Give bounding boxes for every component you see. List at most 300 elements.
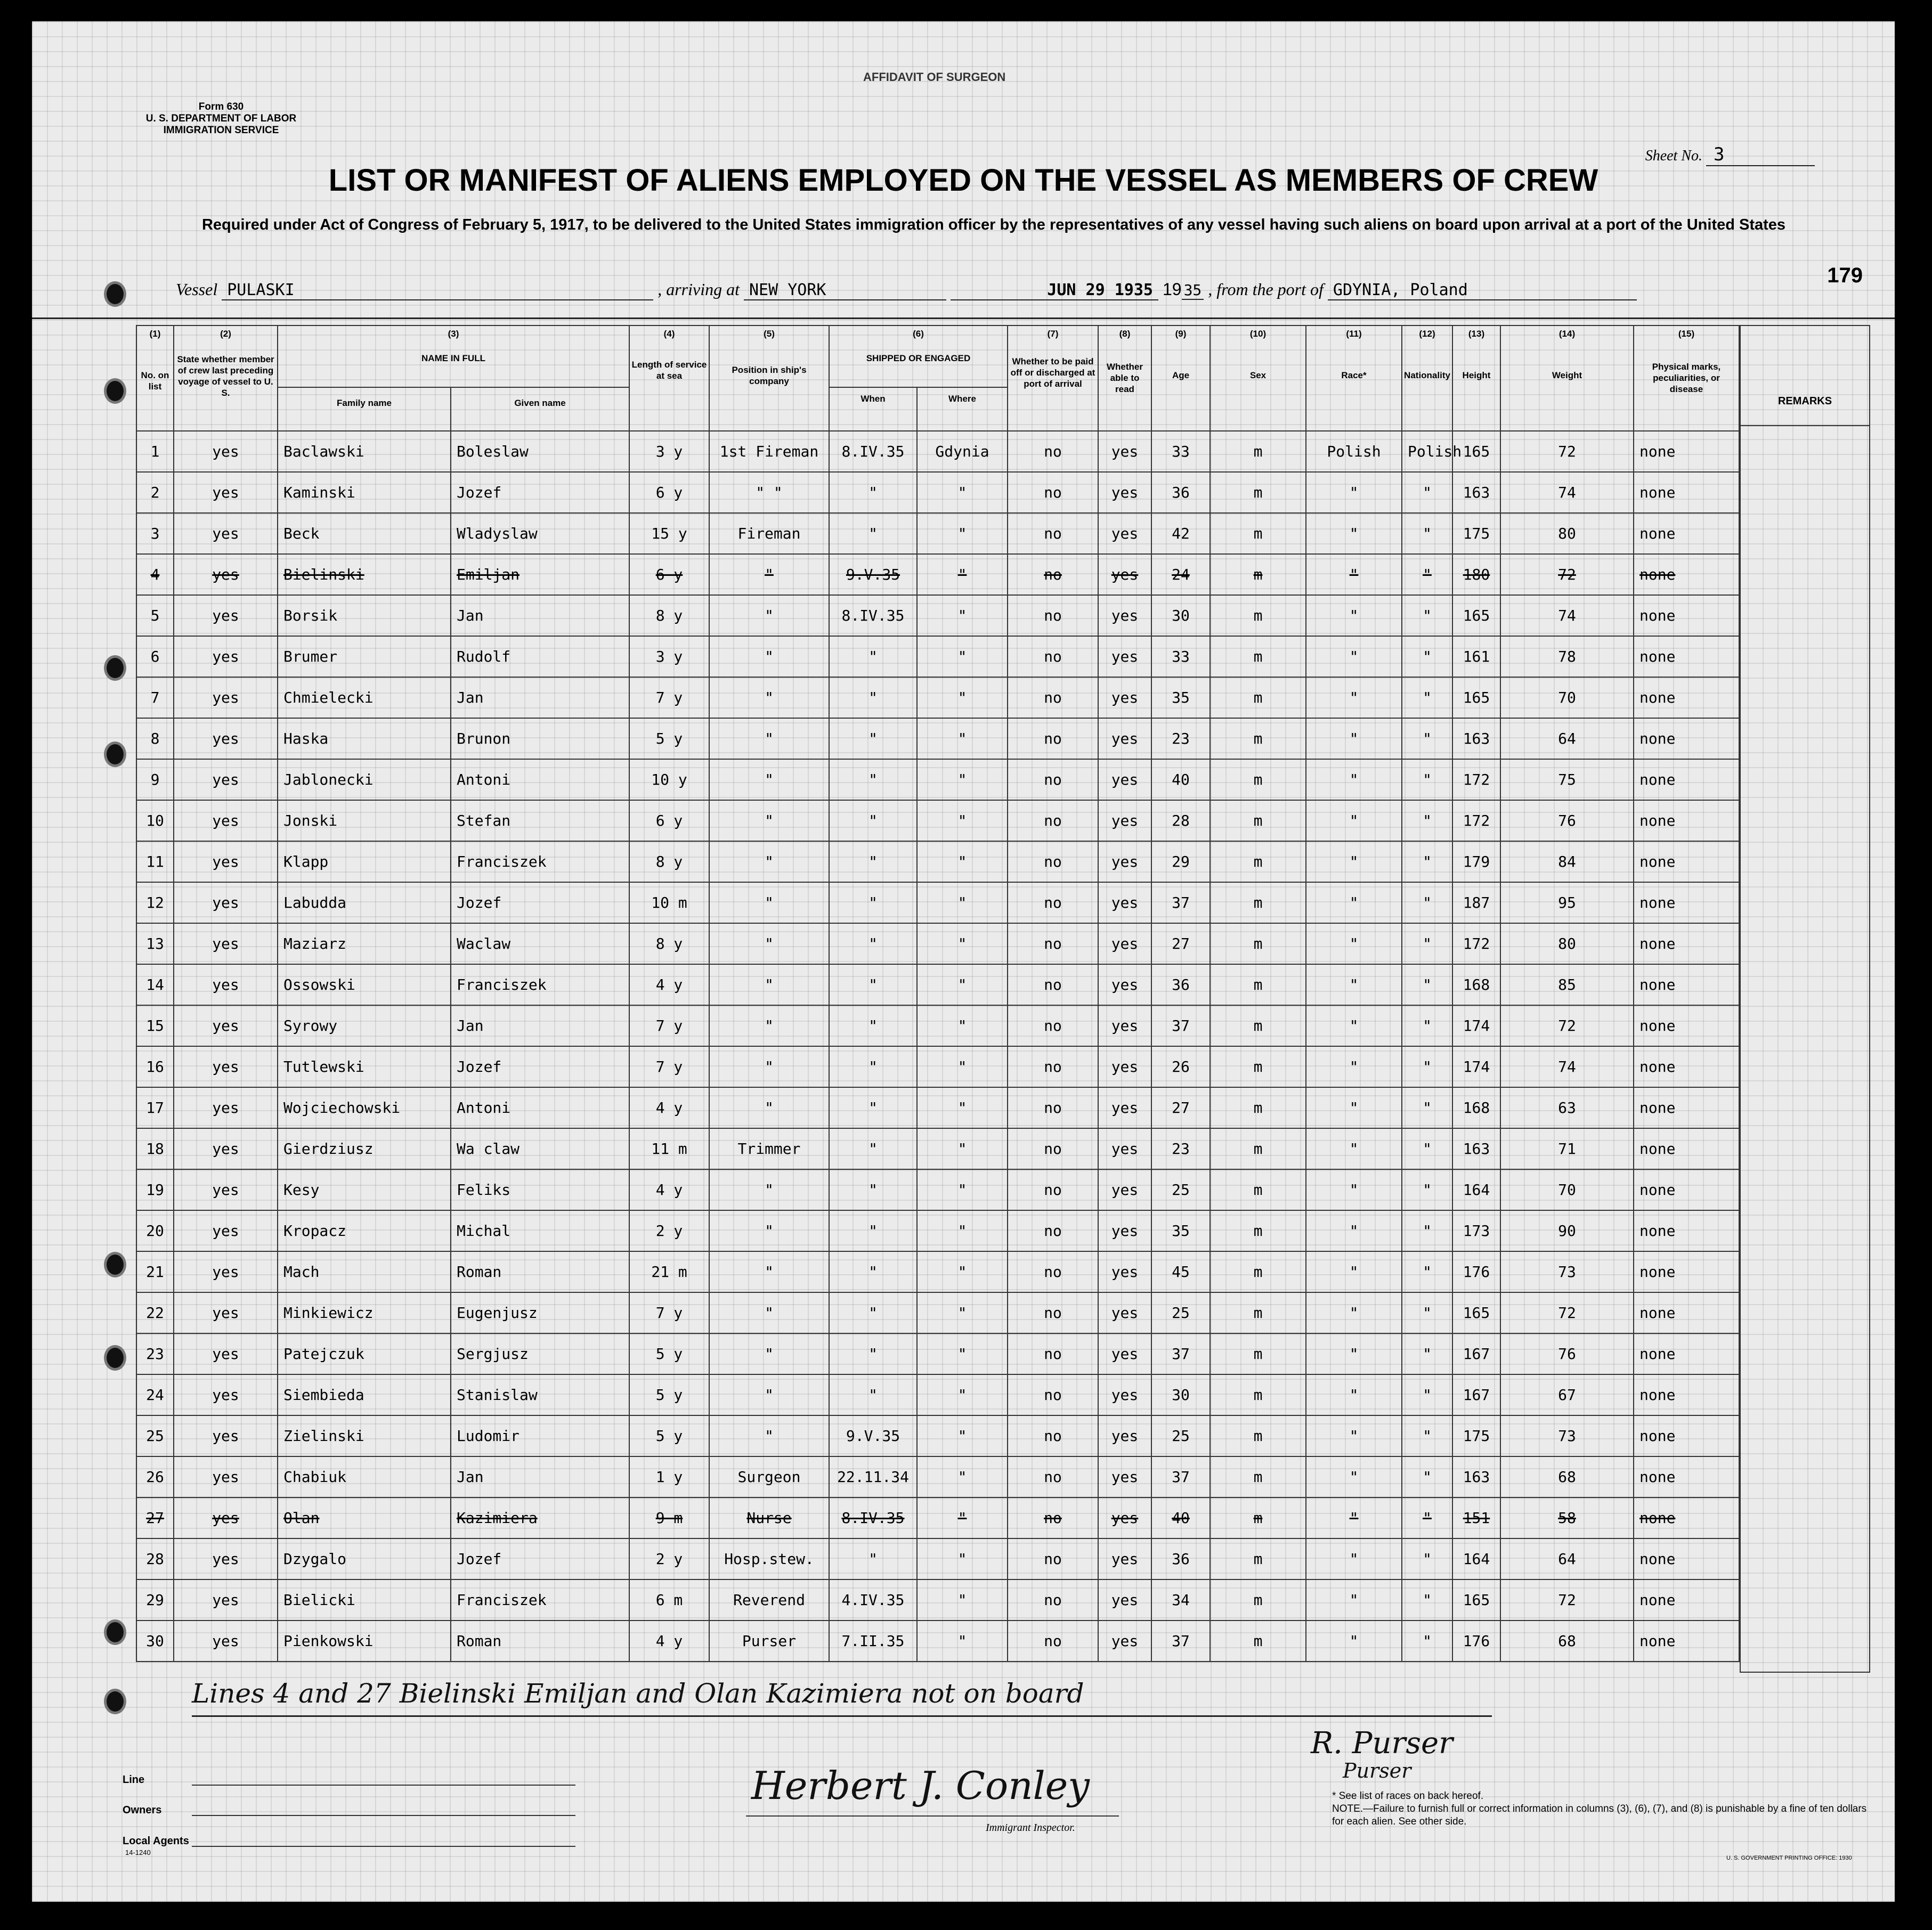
cell-given-name: Michal [451,1210,629,1251]
cell-race: " [1306,923,1402,964]
cell-last-voyage: yes [174,1456,278,1497]
cell-paid-off: no [1008,1046,1098,1087]
cell-given-name: Sergjusz [451,1333,629,1374]
cell-no-on-list: 13 [136,923,174,964]
cell-able-read: yes [1098,1374,1151,1415]
cell-position: " [709,636,829,677]
header-age: Age [1151,343,1210,431]
cell-weight: 68 [1500,1456,1634,1497]
cell-shipped-where: " [917,513,1008,554]
table-row [136,1210,1739,1251]
cell-shipped-when: " [829,1292,917,1333]
cell-height: 163 [1452,1128,1500,1169]
cell-age: 24 [1151,554,1210,595]
cell-race: " [1306,1005,1402,1046]
cell-age: 45 [1151,1251,1210,1292]
cell-position: Fireman [709,513,829,554]
cell-weight: 74 [1500,1046,1634,1087]
table-row [136,431,1739,472]
cell-age: 36 [1151,964,1210,1005]
cell-family-name: Chmielecki [278,677,451,718]
cell-no-on-list: 8 [136,718,174,759]
table-row [136,841,1739,882]
cell-age: 25 [1151,1169,1210,1210]
col-number: (6) [829,325,1008,343]
cell-given-name: Ludomir [451,1415,629,1456]
cell-height: 163 [1452,1456,1500,1497]
cell-no-on-list: 15 [136,1005,174,1046]
cell-physical-marks: none [1634,1620,1739,1662]
cell-sex: m [1210,595,1306,636]
cell-sex: m [1210,1374,1306,1415]
cell-paid-off: no [1008,1128,1098,1169]
cell-physical-marks: none [1634,1128,1739,1169]
table-row [136,554,1739,595]
cell-last-voyage: yes [174,923,278,964]
table-row [136,1046,1739,1087]
cell-last-voyage: yes [174,1169,278,1210]
col-number: (9) [1151,325,1210,343]
cell-race: " [1306,1087,1402,1128]
cell-physical-marks: none [1634,1210,1739,1251]
binder-hole-icon [104,1252,126,1277]
cell-paid-off: no [1008,595,1098,636]
cell-race: " [1306,1292,1402,1333]
header-nationality: Nationality [1402,343,1452,431]
cell-physical-marks: none [1634,1579,1739,1620]
cell-given-name: Antoni [451,1087,629,1128]
cell-nationality: " [1402,1005,1452,1046]
cell-position: Trimmer [709,1128,829,1169]
cell-length-service: 3 y [629,636,709,677]
cell-length-service: 10 m [629,882,709,923]
cell-position: " [709,964,829,1005]
cell-height: 165 [1452,1292,1500,1333]
cell-shipped-where: " [917,1087,1008,1128]
cell-able-read: yes [1098,1169,1151,1210]
cell-height: 175 [1452,1415,1500,1456]
cell-able-read: yes [1098,1292,1151,1333]
table-row [136,513,1739,554]
cell-position: " [709,1046,829,1087]
cell-age: 28 [1151,800,1210,841]
cell-height: 165 [1452,595,1500,636]
cell-length-service: 21 m [629,1251,709,1292]
cell-age: 36 [1151,1538,1210,1579]
cell-weight: 72 [1500,554,1634,595]
vessel-label: Vessel [176,280,218,299]
binder-hole-icon [104,281,126,307]
table-row [136,759,1739,800]
cell-able-read: yes [1098,554,1151,595]
cell-weight: 72 [1500,1005,1634,1046]
header-divider [32,317,1895,319]
cell-position: Reverend [709,1579,829,1620]
cell-given-name: Franciszek [451,1579,629,1620]
cell-paid-off: no [1008,718,1098,759]
cell-race: " [1306,800,1402,841]
cell-shipped-where: " [917,636,1008,677]
col-number: (14) [1500,325,1634,343]
cell-race: " [1306,718,1402,759]
cell-race: " [1306,1579,1402,1620]
cell-age: 40 [1151,759,1210,800]
col-number: (10) [1210,325,1306,343]
header-last-voyage: State whether member of crew last preceding voyage of vessel to U. S. [174,343,278,431]
cell-nationality: " [1402,513,1452,554]
cell-last-voyage: yes [174,1415,278,1456]
cell-age: 37 [1151,1456,1210,1497]
cell-sex: m [1210,1169,1306,1210]
cell-family-name: Chabiuk [278,1456,451,1497]
cell-sex: m [1210,718,1306,759]
cell-family-name: Bielicki [278,1579,451,1620]
cell-shipped-when: 8.IV.35 [829,1497,917,1538]
cell-paid-off: no [1008,1456,1098,1497]
binder-hole-icon [104,655,126,681]
cell-family-name: Haska [278,718,451,759]
cell-last-voyage: yes [174,1210,278,1251]
cell-position: " [709,1333,829,1374]
table-row [136,1251,1739,1292]
cell-length-service: 8 y [629,841,709,882]
cell-no-on-list: 1 [136,431,174,472]
col-number: (2) [174,325,278,343]
table-row [136,677,1739,718]
cell-weight: 76 [1500,800,1634,841]
cell-last-voyage: yes [174,841,278,882]
cell-shipped-when: " [829,1005,917,1046]
inspector-label: Immigrant Inspector. [986,1822,1075,1834]
cell-weight: 73 [1500,1251,1634,1292]
cell-paid-off: no [1008,431,1098,472]
cell-length-service: 5 y [629,1415,709,1456]
cell-length-service: 10 y [629,759,709,800]
cell-physical-marks: none [1634,1538,1739,1579]
service-name: IMMIGRATION SERVICE [163,125,279,136]
cell-no-on-list: 10 [136,800,174,841]
cell-last-voyage: yes [174,759,278,800]
cell-shipped-where: " [917,1620,1008,1662]
cell-family-name: Borsik [278,595,451,636]
cell-length-service: 6 m [629,1579,709,1620]
cell-height: 165 [1452,677,1500,718]
cell-race: " [1306,1497,1402,1538]
cell-nationality: Polish [1402,431,1452,472]
cell-weight: 74 [1500,595,1634,636]
cell-age: 33 [1151,431,1210,472]
cell-position: Purser [709,1620,829,1662]
sheet-number-value: 3 [1706,144,1815,166]
cell-age: 36 [1151,472,1210,513]
cell-nationality: " [1402,1497,1452,1538]
cell-shipped-where: " [917,1497,1008,1538]
cell-given-name: Jozef [451,472,629,513]
column-number-row [136,325,1739,343]
cell-able-read: yes [1098,964,1151,1005]
cell-position: " [709,677,829,718]
cell-last-voyage: yes [174,1251,278,1292]
cell-race: " [1306,1046,1402,1087]
cell-no-on-list: 2 [136,472,174,513]
cell-height: 173 [1452,1210,1500,1251]
cell-position: " [709,759,829,800]
cell-paid-off: no [1008,964,1098,1005]
table-row [136,1292,1739,1333]
cell-weight: 63 [1500,1087,1634,1128]
cell-age: 40 [1151,1497,1210,1538]
header-when: When [829,387,917,431]
cell-physical-marks: none [1634,923,1739,964]
cell-able-read: yes [1098,800,1151,841]
cell-sex: m [1210,1579,1306,1620]
page-number: 179 [1827,264,1863,287]
cell-physical-marks: none [1634,1333,1739,1374]
cell-weight: 76 [1500,1333,1634,1374]
cell-shipped-where: " [917,1579,1008,1620]
header-race: Race* [1306,343,1402,431]
cell-last-voyage: yes [174,595,278,636]
cell-shipped-when: 8.IV.35 [829,431,917,472]
cell-nationality: " [1402,800,1452,841]
header-sex: Sex [1210,343,1306,431]
local-agents-label: Local Agents [123,1835,189,1847]
table-row [136,1456,1739,1497]
cell-able-read: yes [1098,1087,1151,1128]
cell-shipped-where: " [917,472,1008,513]
col-number: (4) [629,325,709,343]
cell-given-name: Jan [451,677,629,718]
cell-position: " " [709,472,829,513]
header-height: Height [1452,343,1500,431]
cell-shipped-when: " [829,472,917,513]
cell-physical-marks: none [1634,964,1739,1005]
cell-physical-marks: none [1634,472,1739,513]
cell-given-name: Waclaw [451,923,629,964]
cell-last-voyage: yes [174,1046,278,1087]
cell-paid-off: no [1008,800,1098,841]
cell-nationality: " [1402,554,1452,595]
cell-family-name: Dzygalo [278,1538,451,1579]
cell-race: " [1306,1333,1402,1374]
cell-age: 30 [1151,595,1210,636]
cell-sex: m [1210,636,1306,677]
cell-length-service: 6 y [629,800,709,841]
cell-height: 168 [1452,1087,1500,1128]
cell-last-voyage: yes [174,431,278,472]
cell-height: 164 [1452,1169,1500,1210]
cell-family-name: Bielinski [278,554,451,595]
cell-given-name: Jozef [451,1046,629,1087]
cell-length-service: 7 y [629,677,709,718]
cell-length-service: 8 y [629,923,709,964]
cell-age: 26 [1151,1046,1210,1087]
cell-weight: 73 [1500,1415,1634,1456]
header-where: Where [917,387,1008,431]
cell-shipped-when: " [829,1538,917,1579]
cell-paid-off: no [1008,1210,1098,1251]
cell-race: " [1306,472,1402,513]
cell-length-service: 6 y [629,554,709,595]
cell-family-name: Siembieda [278,1374,451,1415]
cell-paid-off: no [1008,882,1098,923]
cell-physical-marks: none [1634,1292,1739,1333]
cell-last-voyage: yes [174,554,278,595]
cell-position: " [709,1169,829,1210]
cell-shipped-when: " [829,1087,917,1128]
cell-weight: 85 [1500,964,1634,1005]
cell-length-service: 7 y [629,1292,709,1333]
cell-paid-off: no [1008,513,1098,554]
cell-weight: 67 [1500,1374,1634,1415]
cell-length-service: 5 y [629,1333,709,1374]
table-row [136,472,1739,513]
cell-age: 37 [1151,882,1210,923]
cell-sex: m [1210,1087,1306,1128]
cell-sex: m [1210,1415,1306,1456]
cell-shipped-where: " [917,677,1008,718]
cell-race: " [1306,636,1402,677]
cell-no-on-list: 12 [136,882,174,923]
cell-no-on-list: 16 [136,1046,174,1087]
cell-position: " [709,1087,829,1128]
cell-family-name: Olan [278,1497,451,1538]
cell-given-name: Feliks [451,1169,629,1210]
page-title: LIST OR MANIFEST OF ALIENS EMPLOYED ON THE VESSEL AS MEMBERS OF CREW [328,163,1598,198]
cell-position: " [709,1210,829,1251]
cell-physical-marks: none [1634,595,1739,636]
cell-weight: 64 [1500,718,1634,759]
cell-last-voyage: yes [174,718,278,759]
cell-no-on-list: 20 [136,1210,174,1251]
col-number: (8) [1098,325,1151,343]
penalty-note: NOTE.—Failure to furnish full or correct information in columns (3), (6), (7), and (8) is punishable by a fine of ten dollars for each alien. See other side. [1332,1803,1867,1827]
cell-length-service: 5 y [629,1374,709,1415]
cell-race: " [1306,1251,1402,1292]
printer-imprint: U. S. GOVERNMENT PRINTING OFFICE: 1930 [1726,1855,1852,1861]
table-row [136,1538,1739,1579]
cell-shipped-where: " [917,1538,1008,1579]
cell-given-name: Franciszek [451,841,629,882]
cell-paid-off: no [1008,1333,1098,1374]
cell-nationality: " [1402,1046,1452,1087]
cell-able-read: yes [1098,1046,1151,1087]
cell-given-name: Jan [451,595,629,636]
table-row [136,923,1739,964]
cell-shipped-when: " [829,964,917,1005]
cell-weight: 84 [1500,841,1634,882]
cell-no-on-list: 7 [136,677,174,718]
crew-rows [136,431,1739,1662]
cell-shipped-when: " [829,677,917,718]
table-row [136,595,1739,636]
cell-no-on-list: 19 [136,1169,174,1210]
cell-no-on-list: 18 [136,1128,174,1169]
cell-length-service: 4 y [629,964,709,1005]
cell-shipped-where: " [917,554,1008,595]
cell-race: " [1306,595,1402,636]
cell-physical-marks: none [1634,759,1739,800]
cell-position: " [709,841,829,882]
cell-family-name: Wojciechowski [278,1087,451,1128]
cell-length-service: 4 y [629,1620,709,1662]
cell-physical-marks: none [1634,636,1739,677]
cell-family-name: Kaminski [278,472,451,513]
cell-sex: m [1210,431,1306,472]
cell-height: 161 [1452,636,1500,677]
cell-race: " [1306,554,1402,595]
arriving-port: NEW YORK [744,281,946,300]
cell-race: " [1306,513,1402,554]
cell-age: 37 [1151,1005,1210,1046]
cell-weight: 75 [1500,759,1634,800]
cell-able-read: yes [1098,759,1151,800]
sheet-number-label: Sheet No. [1645,148,1702,164]
from-port: GDYNIA, Poland [1328,281,1637,300]
cell-last-voyage: yes [174,1087,278,1128]
cell-paid-off: no [1008,1374,1098,1415]
cell-nationality: " [1402,718,1452,759]
cell-shipped-where: " [917,1210,1008,1251]
cell-nationality: " [1402,1292,1452,1333]
cell-shipped-where: " [917,1128,1008,1169]
table-row [136,800,1739,841]
cell-shipped-when: 4.IV.35 [829,1579,917,1620]
cell-weight: 95 [1500,882,1634,923]
line-fill [192,1785,575,1786]
cell-length-service: 2 y [629,1210,709,1251]
note-underline [192,1715,1492,1717]
cell-family-name: Patejczuk [278,1333,451,1374]
cell-age: 25 [1151,1292,1210,1333]
purser-title: Purser [1343,1759,1411,1782]
table-row [136,882,1739,923]
cell-sex: m [1210,1005,1306,1046]
cell-position: " [709,1374,829,1415]
cell-family-name: Gierdziusz [278,1128,451,1169]
year-suffix: 35 [1182,281,1204,300]
binder-hole-icon [104,1345,126,1371]
cell-able-read: yes [1098,1620,1151,1662]
cell-race: " [1306,759,1402,800]
vessel-name: PULASKI [222,281,653,300]
cell-no-on-list: 17 [136,1087,174,1128]
cell-shipped-when: " [829,1374,917,1415]
cell-paid-off: no [1008,1251,1098,1292]
cell-nationality: " [1402,759,1452,800]
agents-code: 14-1240 [125,1848,151,1856]
cell-age: 37 [1151,1333,1210,1374]
cell-position: " [709,1415,829,1456]
cell-length-service: 7 y [629,1005,709,1046]
cell-paid-off: no [1008,1620,1098,1662]
cell-sex: m [1210,1538,1306,1579]
header-physical-marks: Physical marks, peculiarities, or disease [1634,343,1739,431]
cell-shipped-when: " [829,1046,917,1087]
cell-able-read: yes [1098,636,1151,677]
cell-no-on-list: 3 [136,513,174,554]
cell-paid-off: no [1008,1579,1098,1620]
cell-height: 172 [1452,759,1500,800]
cell-paid-off: no [1008,1005,1098,1046]
cell-given-name: Antoni [451,759,629,800]
cell-able-read: yes [1098,718,1151,759]
cell-given-name: Jozef [451,1538,629,1579]
cell-given-name: Roman [451,1251,629,1292]
cell-able-read: yes [1098,1579,1151,1620]
cell-nationality: " [1402,1456,1452,1497]
cell-nationality: " [1402,882,1452,923]
